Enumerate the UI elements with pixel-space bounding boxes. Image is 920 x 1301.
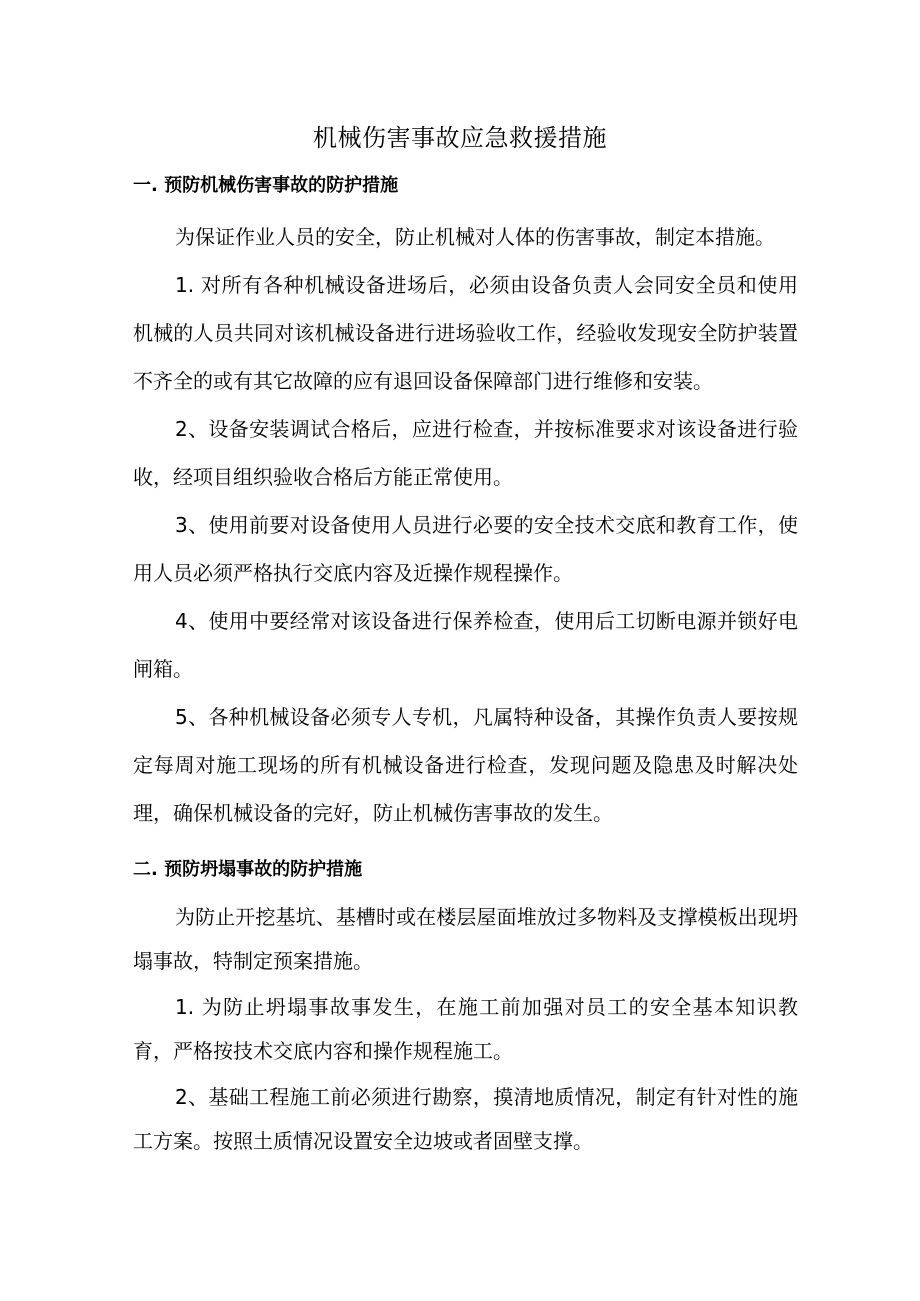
section-1-intro: 为保证作业人员的安全，防止机械对人体的伤害事故，制定本措施。 [175,225,775,249]
section-2-item-2: 2、基础工程施工前必须进行勘察，摸清地质情况，制定有针对性的施工方案。按照土质情况设置安全边坡或者固壁支撑。 [133,1085,798,1153]
section-1-item-1: 1. 对所有各种机械设备进场后，必须由设备负责人会同安全员和使用机械的人员共同对该机械设备进行进场验收工作，经验收发现安全防护装置不齐全的或有其它故障的应有退回设备保障部门进行维修和安装。 [133,273,798,393]
section-1-item-5: 5、各种机械设备必须专人专机，凡属特种设备，其操作负责人要按规定每周对施工现场的所有机械设备进行检查，发现问题及隐患及时解决处理，确保机械设备的完好，防止机械伤害事故的发生。 [133,705,798,825]
section-2-item-1: 1. 为防止坍塌事故事发生，在施工前加强对员工的安全基本知识教育，严格按技术交底内容和操作规程施工。 [133,995,798,1063]
section-1-heading: 一. 预防机械伤害事故的防护措施 [133,175,399,196]
section-1-item-3: 3、使用前要对设备使用人员进行必要的安全技术交底和教育工作，使用人员必须严格执行交底内容及近操作规程操作。 [133,513,798,585]
section-2-heading: 二. 预防坍塌事故的防护措施 [133,859,363,880]
section-1-item-4: 4、使用中要经常对该设备进行保养检查，使用后工切断电源并锁好电闸箱。 [133,609,798,681]
section-2-intro: 为防止开挖基坑、基槽时或在楼层屋面堆放过多物料及支撑模板出现坍塌事故，特制定预案措施。 [133,905,798,973]
document-title: 机械伤害事故应急救援措施 [313,124,607,152]
section-1-item-2: 2、设备安装调试合格后，应进行检查，并按标准要求对该设备进行验收，经项目组织验收合格后方能正常使用。 [133,417,798,489]
